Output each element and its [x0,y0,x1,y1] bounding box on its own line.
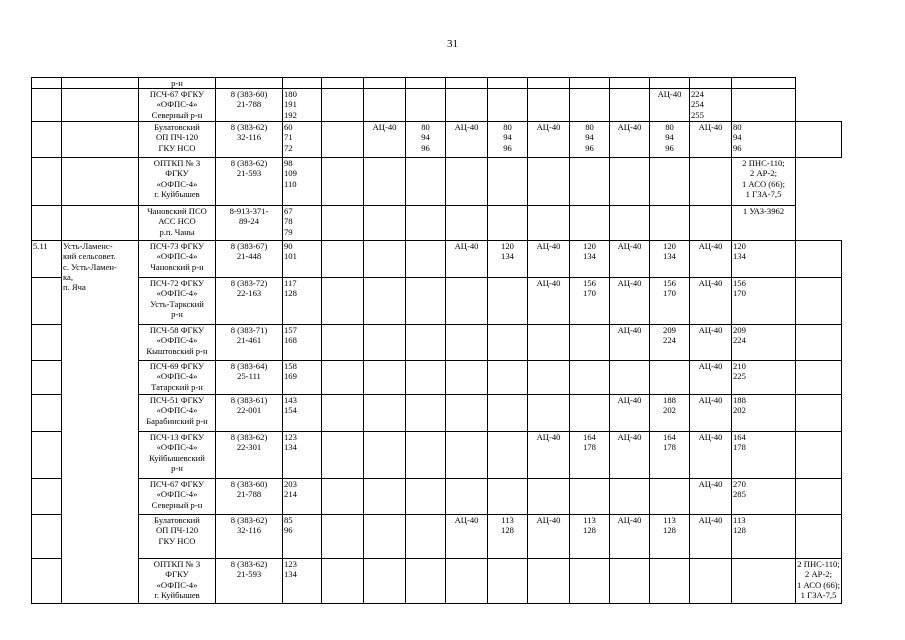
table-cell [364,158,406,206]
table-cell [322,241,364,278]
table-cell: 113 128 [488,515,528,559]
table-cell: АЦ-40 [690,325,732,361]
table-cell [528,479,570,515]
table-cell: 8 (383-62) 32-116 [216,122,283,158]
table-cell [322,158,364,206]
table-cell [796,479,842,515]
table-row [32,158,842,206]
table-cell: АЦ-40 [610,241,650,278]
table-cell: 180 191 192 [283,89,322,122]
table-row [32,325,842,361]
table-cell: ПСЧ-72 ФГКУ «ОФПС-4» Усть-Таркский р-н [139,278,216,325]
table-cell [406,158,446,206]
table-cell [32,89,62,122]
table-cell [488,278,528,325]
table-cell [322,559,364,604]
table-cell [488,206,528,241]
table-cell: 85 96 [283,515,322,559]
table-cell: 113 128 [650,515,690,559]
table-cell [570,479,610,515]
table-cell: 188 202 [732,395,796,432]
table-cell [406,395,446,432]
table-cell [446,78,488,89]
table-cell: 164 178 [570,432,610,479]
table-cell: АЦ-40 [610,395,650,432]
table-cell [610,479,650,515]
table-cell: 80 94 96 [650,122,690,158]
table-cell [364,515,406,559]
table-row [32,122,842,158]
table-cell [62,158,139,206]
table-cell: АЦ-40 [690,122,732,158]
table-cell: АЦ-40 [690,395,732,432]
table-cell: АЦ-40 [528,241,570,278]
table-cell [650,361,690,395]
table-cell [32,395,62,432]
table-cell [446,559,488,604]
table-cell: 156 170 [650,278,690,325]
table-cell [528,89,570,122]
table-cell [364,479,406,515]
table-cell: 113 128 [732,515,796,559]
table-cell [322,278,364,325]
table-cell [690,78,732,89]
table-cell [62,89,139,122]
table-cell: 80 94 96 [570,122,610,158]
table-cell: 123 134 [283,432,322,479]
table-cell: ПСЧ-13 ФГКУ «ОФПС-4» Куйбышевский р-н [139,432,216,479]
table-cell [796,122,842,158]
table-cell: 8 (383-62) 21-593 [216,559,283,604]
table-cell [650,206,690,241]
table-cell [364,241,406,278]
table-cell [488,361,528,395]
table-cell [650,158,690,206]
table-cell: 120 134 [732,241,796,278]
table-cell: 8 (383-67) 21-448 [216,241,283,278]
table-cell [406,78,446,89]
table-cell [446,361,488,395]
table-cell [406,432,446,479]
table-cell: АЦ-40 [528,278,570,325]
table-cell [32,515,62,559]
table-cell [406,278,446,325]
table-cell [610,89,650,122]
table-cell [650,78,690,89]
table-cell: 2 ПНС-110; 2 АР-2; 1 АСО (66); 1 ГЗА-7,5 [796,559,842,604]
table-cell [528,559,570,604]
table-cell: 80 94 96 [406,122,446,158]
table-cell [364,78,406,89]
table-cell [796,432,842,479]
table-cell: 67 78 79 [283,206,322,241]
table-cell: АЦ-40 [446,241,488,278]
table-cell [32,206,62,241]
table-cell [610,78,650,89]
table-cell: 90 101 [283,241,322,278]
table-cell: 209 224 [732,325,796,361]
table-row [32,361,842,395]
table-cell [570,559,610,604]
table-cell [406,206,446,241]
table-cell [32,325,62,361]
table-cell [32,432,62,479]
table-cell [322,361,364,395]
table-cell [650,479,690,515]
table-cell: 120 134 [488,241,528,278]
table-cell [446,432,488,479]
table-cell [446,479,488,515]
table-cell: ПСЧ-69 ФГКУ «ОФПС-4» Татарский р-н [139,361,216,395]
table-cell [62,122,139,158]
table-cell [364,325,406,361]
table-cell: 98 109 110 [283,158,322,206]
table-cell [322,78,364,89]
table-cell [364,278,406,325]
table-cell [528,206,570,241]
table-cell: АЦ-40 [690,241,732,278]
table-cell: АЦ-40 [610,122,650,158]
table-cell [322,479,364,515]
table-cell [446,206,488,241]
table-cell [32,158,62,206]
table-cell: 8 (383-60) 21-788 [216,89,283,122]
table-cell [488,395,528,432]
table-cell: 8 (383-62) 22-301 [216,432,283,479]
table-cell: 156 170 [732,278,796,325]
table-cell: 8 (383-62) 32-116 [216,515,283,559]
table-cell: 8 (383-72) 22-163 [216,278,283,325]
table-cell: 113 128 [570,515,610,559]
table-cell: АЦ-40 [446,122,488,158]
table-cell: АЦ-40 [610,515,650,559]
table-cell: ОПТКП № 3 ФГКУ «ОФПС-4» г. Куйбышев [139,158,216,206]
table-cell [32,479,62,515]
table-cell: АЦ-40 [690,361,732,395]
table-cell: 158 169 [283,361,322,395]
table-cell: ПСЧ-51 ФГКУ «ОФПС-4» Барабинский р-н [139,395,216,432]
table-cell: АЦ-40 [446,515,488,559]
table-cell [322,122,364,158]
table-cell: 1 УАЗ-3962 [732,206,796,241]
table-cell [610,158,650,206]
table-cell [62,206,139,241]
table-cell: 120 134 [570,241,610,278]
table-cell: АЦ-40 [610,278,650,325]
table-cell: АЦ-40 [528,515,570,559]
table-cell [322,515,364,559]
table-cell: АЦ-40 [528,122,570,158]
table-cell [406,361,446,395]
table-row [32,206,842,241]
table-cell [570,325,610,361]
table-cell [488,89,528,122]
table-cell: АЦ-40 [528,432,570,479]
table-cell [322,206,364,241]
table-cell [446,278,488,325]
table-cell [364,559,406,604]
table-cell [406,89,446,122]
table-cell [732,89,796,122]
table-row [32,278,842,325]
table-cell [796,395,842,432]
table-cell [446,325,488,361]
table-cell [32,361,62,395]
table-cell [283,78,322,89]
table-cell [406,325,446,361]
table-cell [364,361,406,395]
table-cell [690,206,732,241]
table-cell: 2 ПНС-110; 2 АР-2; 1 АСО (66); 1 ГЗА-7,5 [732,158,796,206]
table-cell: 203 214 [283,479,322,515]
table-cell [406,559,446,604]
table-cell [488,479,528,515]
table-cell: 123 134 [283,559,322,604]
table-cell: 8 (383-60) 21-788 [216,479,283,515]
table-cell [406,241,446,278]
table-cell: 5.11 [32,241,62,278]
table-cell [570,78,610,89]
table-cell [690,559,732,604]
table-cell: 8 (383-71) 21-461 [216,325,283,361]
table-cell: АЦ-40 [364,122,406,158]
table-cell [796,361,842,395]
table-cell [446,158,488,206]
table-cell [322,395,364,432]
table-row [32,78,842,89]
table-cell: 270 285 [732,479,796,515]
table-cell [610,361,650,395]
table-row [32,432,842,479]
table-cell: 157 168 [283,325,322,361]
table-cell: АЦ-40 [610,432,650,479]
table-cell: ПСЧ-73 ФГКУ «ОФПС-4» Чановский р-н [139,241,216,278]
table-cell: АЦ-40 [650,89,690,122]
table-cell [528,78,570,89]
table-cell: ПСЧ-67 ФГКУ «ОФПС-4» Северный р-н [139,479,216,515]
table-cell [796,515,842,559]
table-cell: АЦ-40 [690,479,732,515]
table-cell [796,241,842,278]
table-cell [796,278,842,325]
table-cell [732,559,796,604]
table-cell: 8 (383-61) 22-001 [216,395,283,432]
table-cell: р-н [139,78,216,89]
table-cell: АЦ-40 [690,278,732,325]
table-row [32,395,842,432]
table-cell [488,325,528,361]
table-cell: АЦ-40 [610,325,650,361]
table-cell: АЦ-40 [690,515,732,559]
table-cell [488,432,528,479]
table-row [32,479,842,515]
table-cell [570,395,610,432]
table-cell [32,559,62,604]
table-cell [322,325,364,361]
table-cell: 120 134 [650,241,690,278]
table-cell [216,78,283,89]
table-cell: 8 (383-64) 25-111 [216,361,283,395]
table-cell [570,89,610,122]
table-cell [610,559,650,604]
table-cell [364,432,406,479]
table-cell [488,559,528,604]
table-cell: 210 225 [732,361,796,395]
table-cell: 80 94 96 [488,122,528,158]
table-cell: 156 170 [570,278,610,325]
table-cell [446,395,488,432]
table-cell [570,361,610,395]
table-cell [32,78,62,89]
table-cell [528,158,570,206]
table-cell [570,206,610,241]
table-cell: 164 178 [732,432,796,479]
table-cell: 224 254 255 [690,89,732,122]
table-cell [488,158,528,206]
table-cell [364,395,406,432]
resource-table [31,77,842,604]
table-cell: 209 224 [650,325,690,361]
table-body [32,78,842,604]
table-cell [650,559,690,604]
table-cell: 8 (383-62) 21-593 [216,158,283,206]
table-cell: Чановский ПСО АСС НСО р.п. Чаны [139,206,216,241]
table-row [32,89,842,122]
table-cell [32,278,62,325]
table-row [32,241,842,278]
table-row [32,515,842,559]
table-cell: ПСЧ-67 ФГКУ «ОФПС-4» Северный р-н [139,89,216,122]
table-cell [528,395,570,432]
table-cell [406,515,446,559]
table-cell [528,325,570,361]
table-cell: 8-913-371- 89-24 [216,206,283,241]
table-cell [322,89,364,122]
table-cell [406,479,446,515]
table-cell [488,78,528,89]
table-cell: 60 71 72 [283,122,322,158]
table-cell [570,158,610,206]
table-cell: Булатовский ОП ПЧ-120 ГКУ НСО [139,122,216,158]
page-number: 31 [447,38,458,50]
table-cell: ПСЧ-58 ФГКУ «ОФПС-4» Кыштовский р-н [139,325,216,361]
table-cell [446,89,488,122]
table-cell [62,78,139,89]
table-cell [364,206,406,241]
table-cell [322,432,364,479]
table-cell [610,206,650,241]
table-cell [732,78,796,89]
table-cell [796,325,842,361]
table-cell: 117 128 [283,278,322,325]
table-cell: Усть-Ламенс- кий сельсовет. с. Усть-Ламен- ка, п. Яча [62,241,139,604]
table-cell: 143 154 [283,395,322,432]
table-cell: 188 202 [650,395,690,432]
table-cell: 80 94 96 [732,122,796,158]
table-cell: Булатовский ОП ПЧ-120 ГКУ НСО [139,515,216,559]
table-cell [364,89,406,122]
table-cell [528,361,570,395]
table-cell [32,122,62,158]
table-row [32,559,842,604]
table-cell [690,158,732,206]
table-cell: ОПТКП № 3 ФГКУ «ОФПС-4» г. Куйбышев [139,559,216,604]
table-cell: АЦ-40 [690,432,732,479]
table-cell: 164 178 [650,432,690,479]
